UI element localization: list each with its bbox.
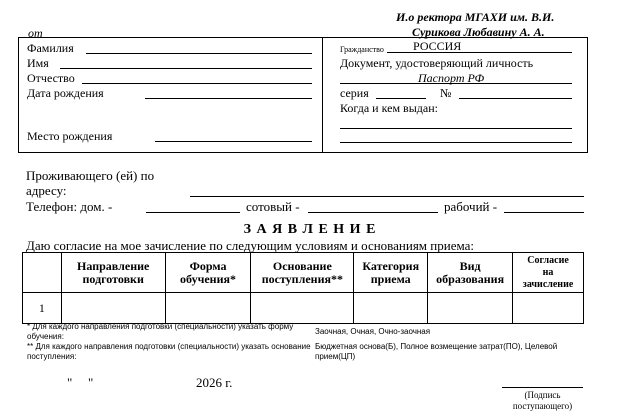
phone-work-label: рабочий - — [444, 199, 498, 214]
table-row — [23, 293, 584, 324]
phone-work-field[interactable] — [504, 212, 584, 213]
cell-category[interactable] — [354, 293, 428, 324]
footnote-2-line1: ** Для каждого направления подготовки (специальности) указать основание — [27, 342, 311, 351]
date-quote-close: " — [88, 375, 94, 390]
residing-label-line1: Проживающего (ей) по — [26, 168, 155, 183]
applications-table — [22, 252, 584, 324]
col-header-study-form: Форма обучения* — [165, 253, 251, 293]
table-header-row — [23, 253, 584, 293]
cell-admission-basis[interactable] — [251, 293, 354, 324]
name-field[interactable] — [60, 68, 312, 69]
issued-by-field-2[interactable] — [340, 142, 572, 143]
row-number: 1 — [23, 293, 62, 324]
signature-caption-line2: поступающего) — [512, 401, 573, 411]
addressee-line-2: Сурикова Любавину А. А. — [412, 25, 545, 39]
cell-direction[interactable] — [61, 293, 165, 324]
col-header-category: Категория приема — [354, 253, 428, 293]
series-label: серия — [340, 86, 369, 100]
id-document-label: Документ, удостоверяющий личность — [340, 56, 534, 70]
footnote-1-line2: обучения: — [27, 332, 64, 341]
col-header-education-type: Вид образования — [428, 253, 513, 293]
issued-by-label: Когда и кем выдан: — [340, 101, 438, 115]
address-field[interactable] — [190, 196, 584, 197]
residing-label-line2: адресу: — [26, 183, 67, 198]
series-field[interactable] — [376, 98, 426, 99]
addressee-line-1: И.о ректора МГАХИ им. В.И. — [396, 10, 555, 24]
footnote-2-value-line1: Бюджетная основа(Б), Полное возмещение затрат(ПО), Целевой — [315, 342, 558, 351]
cell-consent[interactable] — [513, 293, 584, 324]
cell-study-form[interactable] — [165, 293, 251, 324]
from-label: от — [28, 26, 43, 40]
col-header-admission-basis: Основание поступления** — [251, 253, 354, 293]
issued-by-field-1[interactable] — [340, 128, 572, 129]
id-document-field[interactable] — [340, 83, 572, 84]
footnote-1-value: Заочная, Очная, Очно-заочная — [315, 327, 431, 336]
signature-caption-line1: (Подпись — [524, 390, 561, 400]
box-divider — [322, 37, 323, 152]
signature-field[interactable] — [502, 387, 583, 388]
birthplace-label: Место рождения — [27, 129, 113, 143]
birthplace-field[interactable] — [155, 141, 312, 142]
number-field[interactable] — [459, 98, 572, 99]
footnote-2-line2: поступления: — [27, 352, 77, 361]
footnote-2-value-line2: прием(ЦП) — [315, 352, 356, 361]
birthdate-label: Дата рождения — [27, 86, 104, 100]
phone-home-field[interactable] — [146, 212, 240, 213]
birthdate-field[interactable] — [145, 98, 312, 99]
patronymic-label: Отчество — [27, 71, 75, 85]
col-header-consent: Согласие на зачисление — [513, 253, 584, 293]
name-label: Имя — [27, 56, 49, 70]
citizenship-field[interactable] — [387, 52, 572, 53]
patronymic-field[interactable] — [82, 83, 312, 84]
col-header-num — [23, 253, 62, 293]
consent-text: Даю согласие на мое зачисление по следующим условиям и основаниям приема: — [26, 238, 474, 253]
id-document-value: Паспорт РФ — [418, 71, 485, 85]
statement-title: З А Я В Л Е Н И Е — [243, 222, 377, 237]
phone-mobile-label: сотовый - — [246, 199, 300, 214]
citizenship-label: Гражданство — [340, 45, 384, 54]
footnote-1-line1: * Для каждого направления подготовки (специальности) указать форму — [27, 322, 294, 331]
col-header-direction: Направление подготовки — [61, 253, 165, 293]
surname-label: Фамилия — [27, 41, 74, 55]
surname-field[interactable] — [86, 53, 312, 54]
number-label: № — [440, 86, 452, 100]
citizenship-value: РОССИЯ — [413, 39, 462, 53]
date-quote-open: " — [67, 375, 73, 390]
phone-mobile-field[interactable] — [308, 212, 438, 213]
date-year: 2026 г. — [196, 375, 233, 390]
cell-education-type[interactable] — [428, 293, 513, 324]
phone-home-label: Телефон: дом. - — [26, 199, 113, 214]
